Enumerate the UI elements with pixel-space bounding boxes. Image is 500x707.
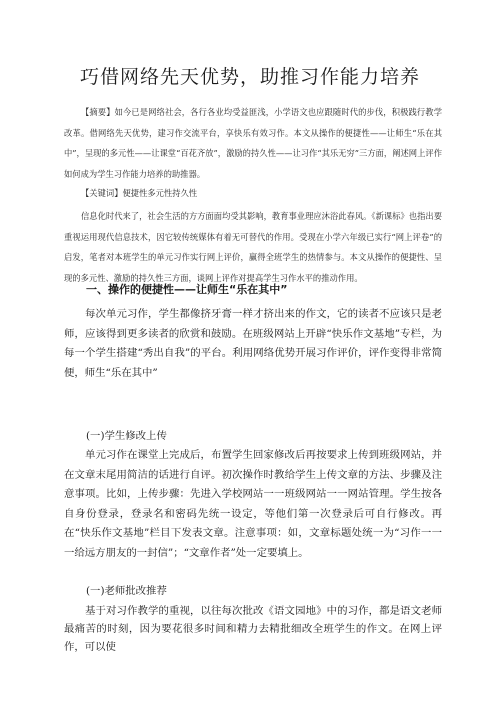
abstract-text: 【摘要】如今已是网络社会，各行各业均受益匪浅，小学语文也应跟随时代的步伐，积极践行教学改革。借网络先天优势，建习作交流平台，享快乐有效习作。本文从操作的便捷性——让师生“乐在其中”，呈现的多元性——让课堂“百花齐放”，激励的持久性——让习作“其乐无穷”三方面，阐述网上评作如何成为学生习作能力培养的助推器。 — [64, 107, 442, 179]
paragraph-text: 每次单元习作，学生都像挤牙膏一样才挤出来的作文，它的读者不应该只是老师，应该得到更多读者的欣赏和鼓励。在班级网站上开辟“快乐作文基地”专栏，为每一个学生搭建“秀出自我”的平台。利用网络优势开展习作评价，评作变得非常简便，师生“乐在其中” — [64, 308, 442, 379]
subsection-paragraph — [64, 602, 442, 656]
subsection-heading: (一)学生修改上传 — [86, 430, 167, 442]
introduction-text: 信息化时代来了，社会生活的方方面面均受其影响，教育事业理应沐浴此春风。《新课标》也指出要重视运用现代信息技术，因它较传统媒体有着无可替代的作用。受现在小学六年级已实行“网上评卷”的启发，笔者对本班学生的单元习作实行网上评价，赢得全班学生的热情参与。本文从操作的便捷性、呈现的多元性、激励的持久性三方面，谈网上评作对提高学生习作水平的推动作用。 — [64, 211, 442, 283]
subsection-paragraph — [64, 446, 442, 564]
subsection-heading: (一)老师批改推荐 — [86, 585, 167, 597]
abstract — [64, 102, 442, 184]
paragraph-text: 单元习作在课堂上完成后，布置学生回家修改后再按要求上传到班级网站，并在文章末尾用简洁的话进行自评。初次操作时教给学生上传文章的方法、步骤及注意事项。比如，上传步骤：先进入学校网站一一班级网站一一网站管理。学生按各自身份登录，登录名和密码先统一设定，等他们第一次登录后可自行修改。再在“快乐作文基地”栏目下发表文章。注意事项：如，文章标题处统一为“习作一一一给远方朋友的一封信”；“文章作者”处一定要填上。 — [64, 449, 442, 559]
section-paragraph — [64, 305, 442, 383]
section-heading: 一、操作的便捷性——让师生“乐在其中” — [86, 283, 288, 296]
page-title: 巧借网络先天优势，助推习作能力培养 — [79, 66, 420, 88]
paragraph-text: 基于对习作教学的重视，以往每次批改《语文园地》中的习作，都是语文老师最痛苦的时刻，因为要花很多时间和精力去精批细改全班学生的作文。在网上评作，可以使 — [64, 605, 442, 653]
keywords-text: 【关键词】便捷性多元性持久性 — [81, 188, 198, 198]
introduction — [64, 206, 442, 288]
keywords — [64, 187, 442, 199]
